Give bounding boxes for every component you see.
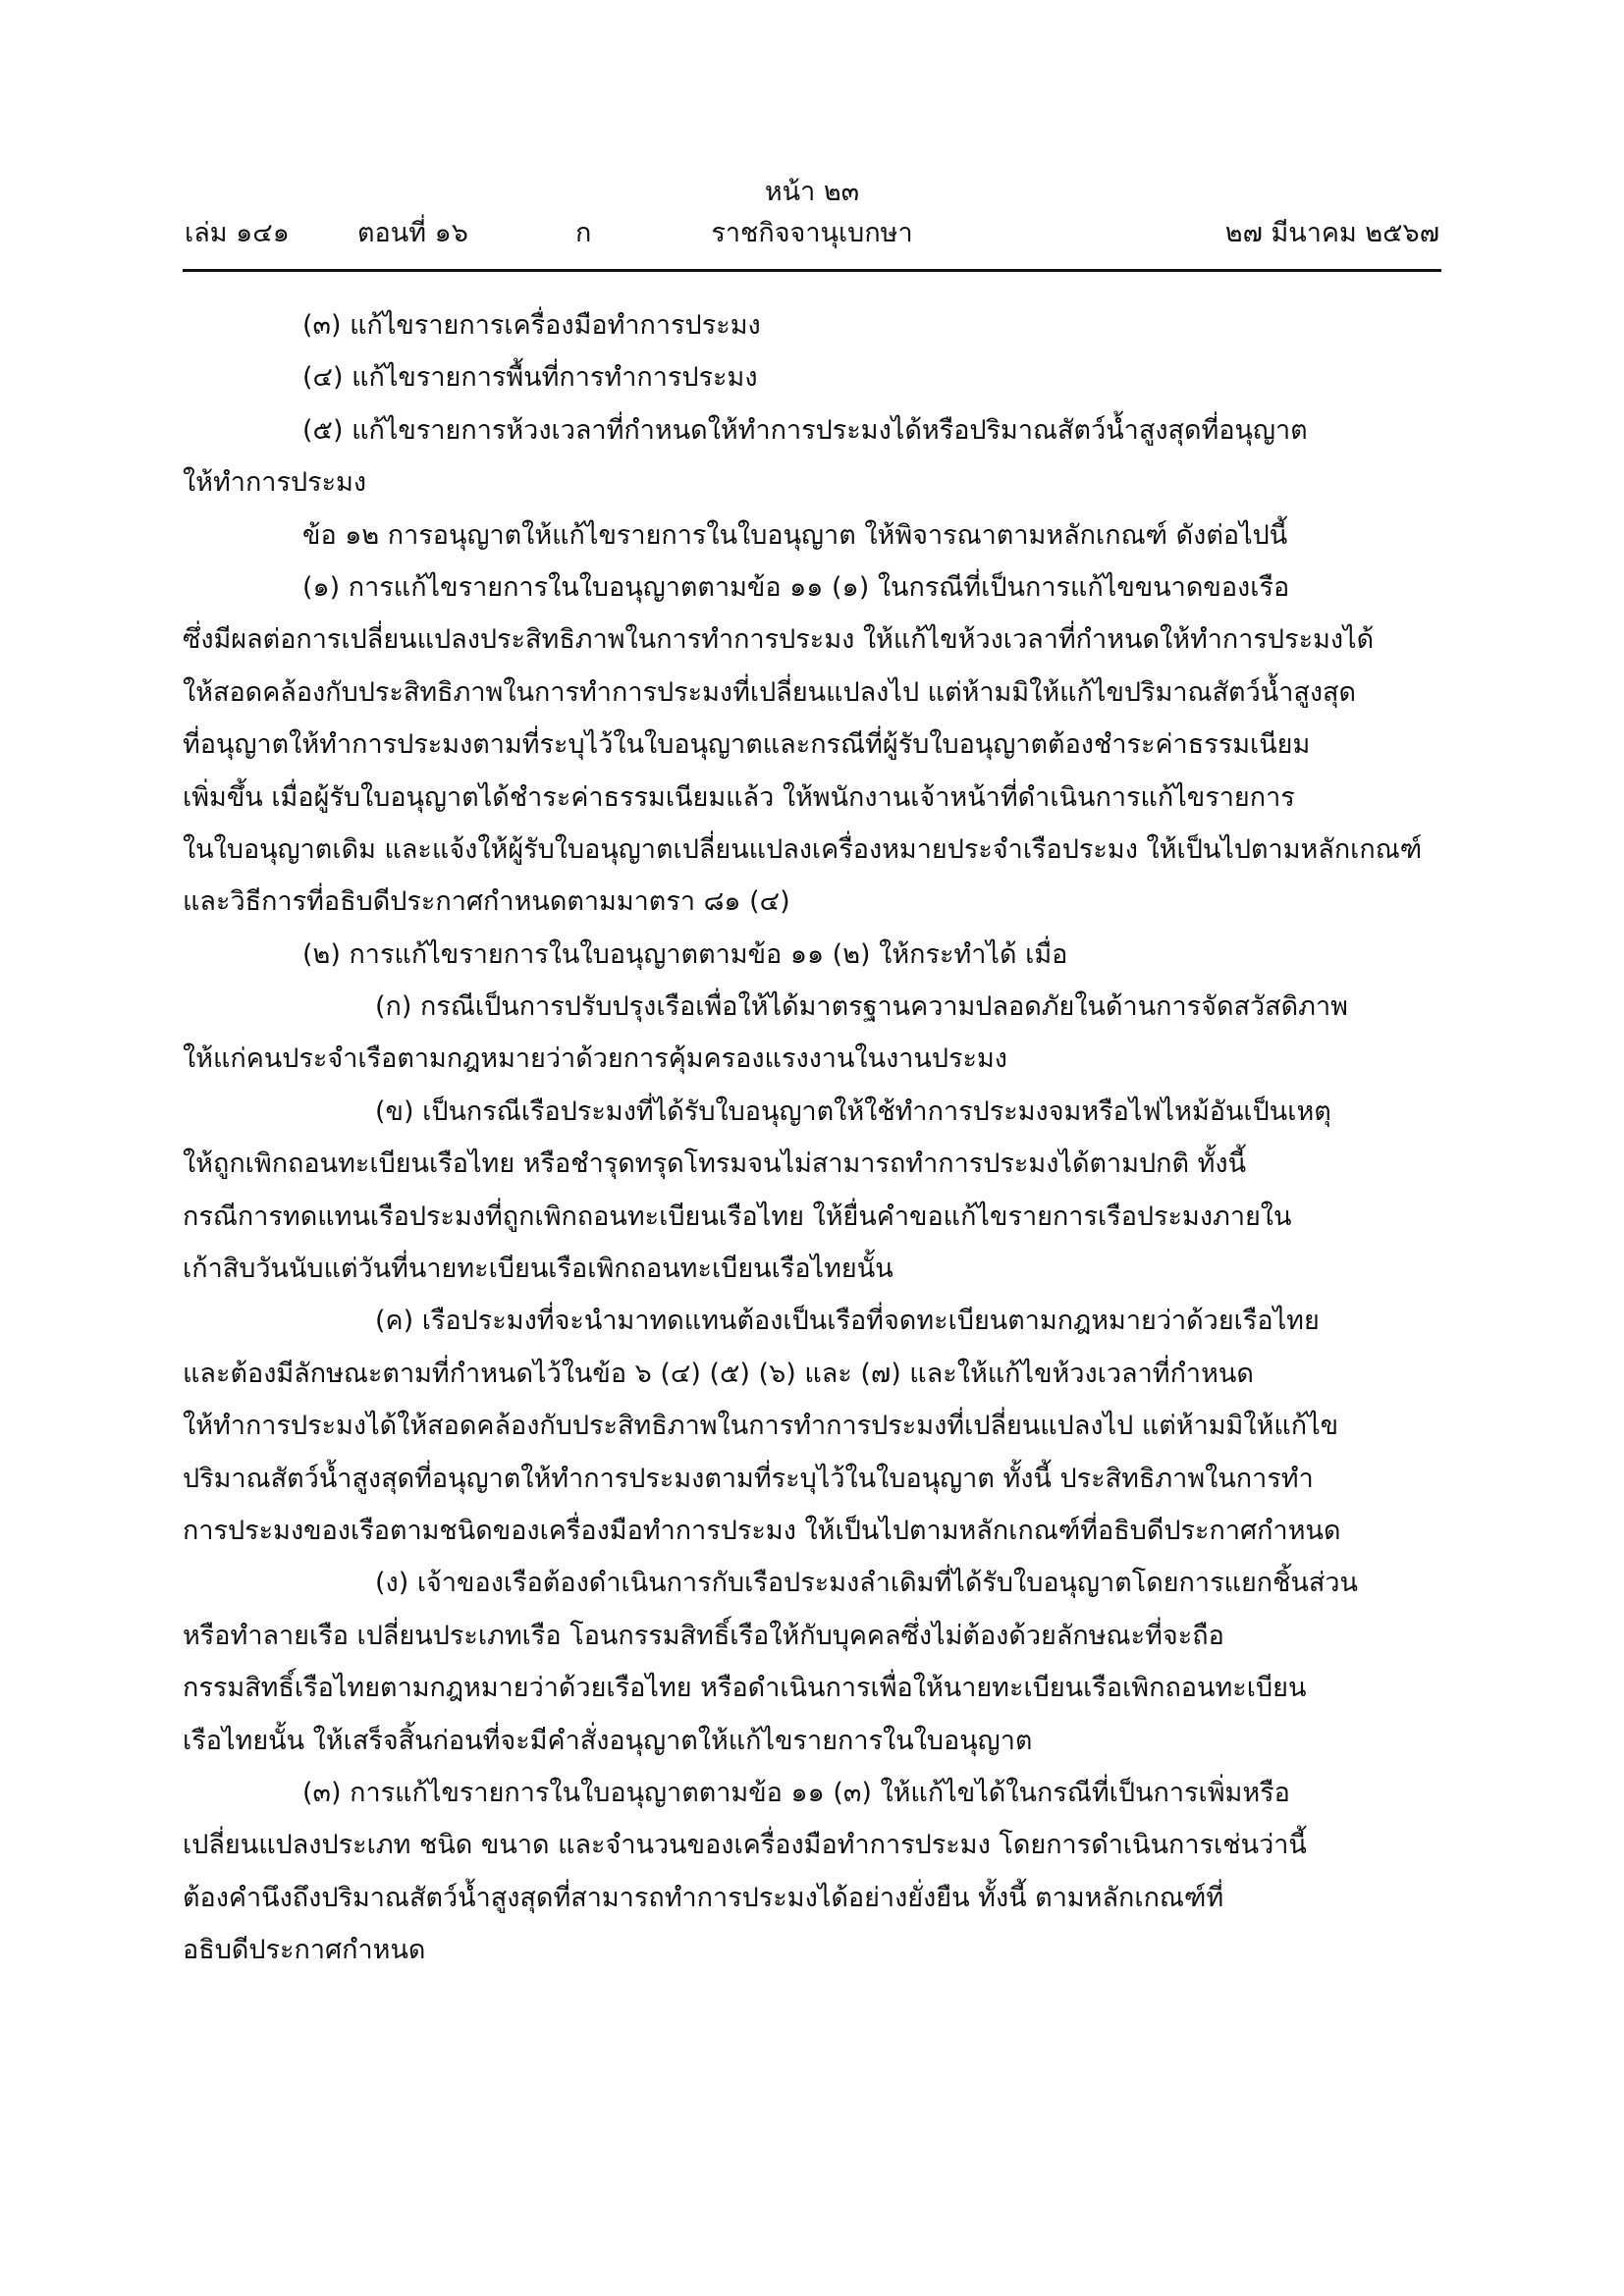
text-line: เก้าสิบวันนับแต่วันที่นายทะเบียนเรือเพิกถอนทะเบียนเรือไทยนั้น [183,1254,893,1285]
text-line: ปริมาณสัตว์น้ำสูงสุดที่อนุญาตให้ทำการประมงตามที่ระบุไว้ในใบอนุญาต ทั้งนี้ ประสิทธิภาพในการทำ [183,1463,1314,1494]
text-line: (ง) เจ้าของเรือต้องดำเนินการกับเรือประมงลำเดิมที่ได้รับใบอนุญาตโดยการแยกชิ้นส่วน [375,1568,1359,1599]
text-line: กรณีการทดแทนเรือประมงที่ถูกเพิกถอนทะเบียนเรือไทย ให้ยื่นคำขอแก้ไขรายการเรือประมงภายใน [183,1201,1292,1232]
header-row [185,214,1439,257]
page-header [185,173,1439,257]
text-line: กรรมสิทธิ์เรือไทยตามกฎหมายว่าด้วยเรือไทย หรือดำเนินการเพื่อให้นายทะเบียนเรือเพิกถอนทะเบียน [183,1673,1307,1704]
text-line: (ก) กรณีเป็นการปรับปรุงเรือเพื่อให้ได้มาตรฐานความปลอดภัยในด้านการจัดสวัสดิภาพ [375,991,1348,1023]
text-line: ที่อนุญาตให้ทำการประมงตามที่ระบุไว้ในใบอนุญาตและกรณีที่ผู้รับใบอนุญาตต้องชำระค่าธรรมเนียม [183,729,1311,761]
text-line: (๕) แก้ไขรายการห้วงเวลาที่กำหนดให้ทำการประมงได้หรือปริมาณสัตว์น้ำสูงสุดที่อนุญาต [302,414,1308,446]
document-body [183,299,1441,1977]
header-divider [183,269,1441,272]
text-line: ให้ทำการประมงได้ให้สอดคล้องกับประสิทธิภาพในการทำการประมงที่เปลี่ยนแปลงไป แต่ห้ามมิให้แก้ไข [183,1411,1339,1442]
page-number: หน้า ๒๓ [764,177,860,207]
volume-number: เล่ม ๑๔๑ [185,218,290,248]
text-line: เรือไทยนั้น ให้เสร็จสิ้นก่อนที่จะมีคำสั่งอนุญาตให้แก้ไขรายการในใบอนุญาต [183,1725,1033,1756]
text-line: ข้อ ๑๒ การอนุญาตให้แก้ไขรายการในใบอนุญาต ให้พิจารณาตามหลักเกณฑ์ ดังต่อไปนี้ [302,519,1288,551]
text-line: (๔) แก้ไขรายการพื้นที่การทำการประมง [302,362,758,394]
text-line: เพิ่มขึ้น เมื่อผู้รับใบอนุญาตได้ชำระค่าธรรมเนียมแล้ว ให้พนักงานเจ้าหน้าที่ดำเนินการแก้ไขรายการ [183,781,1295,813]
publication-date: ๒๗ มีนาคม ๒๕๖๗ [1224,218,1439,248]
text-line: (๒) การแก้ไขรายการในใบอนุญาตตามข้อ ๑๑ (๒) ให้กระทำได้ เมื่อ [302,938,1068,970]
text-line: (๓) แก้ไขรายการเครื่องมือทำการประมง [302,310,761,341]
text-line: การประมงของเรือตามชนิดของเครื่องมือทำการประมง ให้เป็นไปตามหลักเกณฑ์ที่อธิบดีประกาศกำหนด [183,1515,1341,1546]
text-line: ให้ถูกเพิกถอนทะเบียนเรือไทย หรือชำรุดทรุดโทรมจนไม่สามารถทำการประมงได้ตามปกติ ทั้งนี้ [183,1148,1247,1180]
text-line: ให้แก่คนประจำเรือตามกฎหมายว่าด้วยการคุ้มครองแรงงานในงานประมง [183,1043,1007,1075]
text-line: และต้องมีลักษณะตามที่กำหนดไว้ในข้อ ๖ (๔) (๕) (๖) และ (๗) และให้แก้ไขห้วงเวลาที่กำหนด [183,1358,1254,1389]
text-line: ต้องคำนึงถึงปริมาณสัตว์น้ำสูงสุดที่สามารถทำการประมงได้อย่างยั่งยืน ทั้งนี้ ตามหลักเกณฑ์ที่ [183,1882,1224,1913]
issue-number: ตอนที่ ๑๖ [357,218,468,248]
text-line: (ข) เป็นกรณีเรือประมงที่ได้รับใบอนุญาตให้ใช้ทำการประมงจมหรือไฟไหม้อันเป็นเหตุ [375,1095,1331,1127]
section-letter: ก [575,218,592,248]
gazette-name: ราชกิจจานุเบกษา [711,218,913,248]
text-line: ซึ่งมีผลต่อการเปลี่ยนแปลงประสิทธิภาพในการทำการประมง ให้แก้ไขห้วงเวลาที่กำหนดให้ทำการประมงได้ [183,624,1375,656]
text-line: และวิธีการที่อธิบดีประกาศกำหนดตามมาตรา ๘๑ (๔) [183,886,790,918]
text-line: (ค) เรือประมงที่จะนำมาทดแทนต้องเป็นเรือที่จดทะเบียนตามกฎหมายว่าด้วยเรือไทย [375,1306,1320,1337]
text-line: ให้สอดคล้องกับประสิทธิภาพในการทำการประมงที่เปลี่ยนแปลงไป แต่ห้ามมิให้แก้ไขปริมาณสัตว์น้ำสูงสุด [183,676,1357,708]
text-line: ให้ทำการประมง [183,467,367,499]
text-line: (๓) การแก้ไขรายการในใบอนุญาตตามข้อ ๑๑ (๓) ให้แก้ไขได้ในกรณีที่เป็นการเพิ่มหรือ [302,1777,1290,1808]
text-line: ในใบอนุญาตเดิม และแจ้งให้ผู้รับใบอนุญาตเปลี่ยนแปลงเครื่องหมายประจำเรือประมง ให้เป็นไปตามหลักเกณฑ์ [183,833,1423,865]
text-line: อธิบดีประกาศกำหนด [183,1935,426,1966]
text-line: หรือทำลายเรือ เปลี่ยนประเภทเรือ โอนกรรมสิทธิ์เรือให้กับบุคคลซึ่งไม่ต้องด้วยลักษณะที่จะถือ [183,1620,1224,1651]
text-line: (๑) การแก้ไขรายการในใบอนุญาตตามข้อ ๑๑ (๑) ในกรณีที่เป็นการแก้ไขขนาดของเรือ [302,571,1290,603]
text-line: เปลี่ยนแปลงประเภท ชนิด ขนาด และจำนวนของเครื่องมือทำการประมง โดยการดำเนินการเช่นว่านี้ [183,1830,1307,1861]
